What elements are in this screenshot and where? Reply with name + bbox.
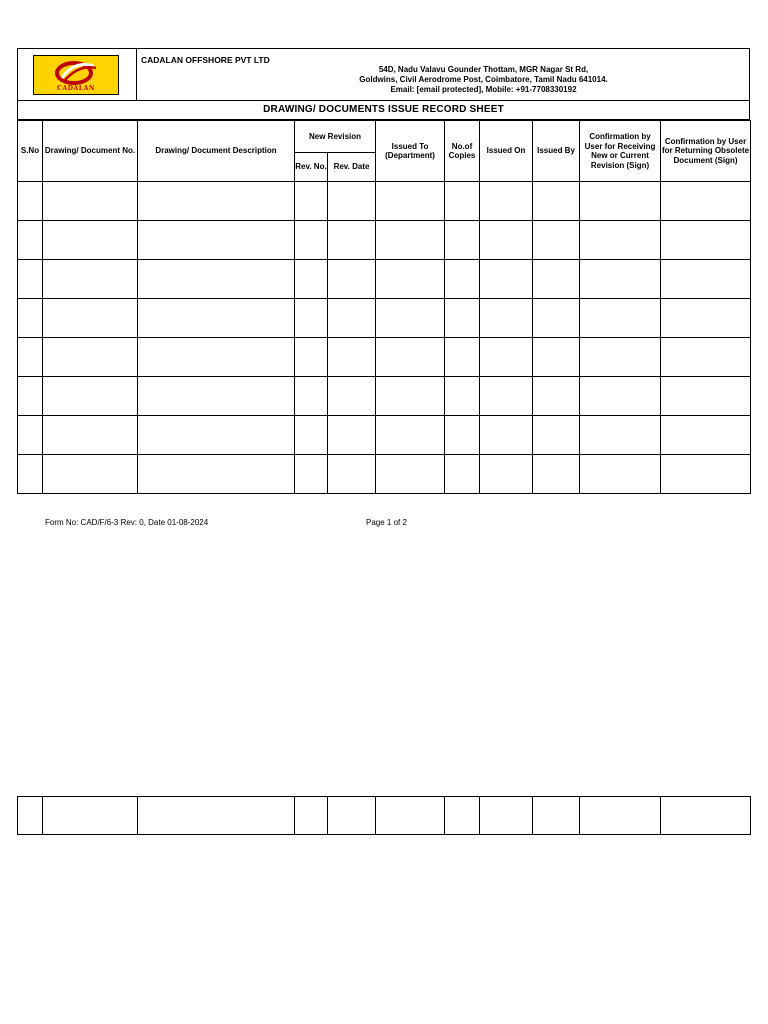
cell-description[interactable] <box>138 221 295 260</box>
page-number: Page 1 of 2 <box>366 518 407 527</box>
company-address <box>218 65 749 95</box>
cell-document-no[interactable] <box>43 416 138 455</box>
header-document-no: Drawing/ Document No. <box>43 121 138 182</box>
cell-description[interactable] <box>138 299 295 338</box>
company-name: CADALAN OFFSHORE PVT LTD <box>141 55 270 65</box>
cell-copies[interactable] <box>445 299 480 338</box>
cell-document-no[interactable] <box>43 338 138 377</box>
table-row <box>18 797 751 835</box>
cell-description[interactable] <box>138 182 295 221</box>
cell-copies[interactable] <box>445 455 480 494</box>
cell-issued-by[interactable] <box>533 260 580 299</box>
cell-description[interactable] <box>138 338 295 377</box>
cell-copies[interactable] <box>445 260 480 299</box>
company-logo <box>33 55 119 95</box>
header-description: Drawing/ Document Description <box>138 121 295 182</box>
cell-issued-on[interactable] <box>480 221 533 260</box>
table-row <box>18 182 751 221</box>
cell-issued-on[interactable] <box>480 260 533 299</box>
cell-rev-date[interactable] <box>328 338 376 377</box>
cell-confirm-receiving[interactable] <box>580 221 661 260</box>
cell-sno[interactable] <box>18 377 43 416</box>
cell-rev-no[interactable] <box>295 221 328 260</box>
cell-description[interactable] <box>138 455 295 494</box>
table-row <box>18 338 751 377</box>
record-rows <box>18 182 751 494</box>
cell-issued-on[interactable] <box>480 377 533 416</box>
cell-confirm-returning[interactable] <box>661 260 751 299</box>
cell-rev-no[interactable] <box>295 416 328 455</box>
cell-confirm-receiving[interactable] <box>580 455 661 494</box>
cell-copies[interactable] <box>445 377 480 416</box>
cell-rev-date[interactable] <box>328 416 376 455</box>
cell-document-no[interactable] <box>43 221 138 260</box>
cell-issued-on[interactable] <box>480 299 533 338</box>
cell-document-no[interactable] <box>43 377 138 416</box>
cell-rev-no[interactable] <box>295 260 328 299</box>
header-copies: No.of Copies <box>445 121 480 182</box>
cell-issued-to[interactable] <box>376 338 445 377</box>
cell-document-no[interactable] <box>43 299 138 338</box>
cell-rev-date[interactable] <box>328 299 376 338</box>
cell-issued-to[interactable] <box>376 416 445 455</box>
cell-issued-on[interactable] <box>480 416 533 455</box>
cell-copies[interactable] <box>445 221 480 260</box>
table-row <box>18 260 751 299</box>
cell-rev-no[interactable] <box>295 338 328 377</box>
cell-rev-no[interactable] <box>295 299 328 338</box>
cell-rev-date[interactable] <box>328 260 376 299</box>
cell-issued-to[interactable] <box>376 182 445 221</box>
next-page-table <box>17 796 750 835</box>
cell-rev-no[interactable] <box>295 182 328 221</box>
cell-sno[interactable] <box>18 221 43 260</box>
logo-cell <box>18 49 137 100</box>
sheet-title: DRAWING/ DOCUMENTS ISSUE RECORD SHEET <box>17 100 750 120</box>
header-issued-by: Issued By <box>533 121 580 182</box>
cell-issued-by[interactable] <box>533 416 580 455</box>
cell-issued-to[interactable] <box>376 299 445 338</box>
cell-issued-on[interactable] <box>480 797 533 835</box>
cell-confirm-returning[interactable] <box>661 455 751 494</box>
address-line-1: 54D, Nadu Valavu Gounder Thottam, MGR Nagar St Rd, <box>378 65 589 74</box>
cell-confirm-returning[interactable] <box>661 338 751 377</box>
logo-text: CADALAN <box>57 85 95 92</box>
cell-rev-no[interactable] <box>295 377 328 416</box>
cell-rev-date[interactable] <box>328 221 376 260</box>
header-rev-no: Rev. No. <box>295 153 328 182</box>
cell-issued-by[interactable] <box>533 377 580 416</box>
cell-rev-date[interactable] <box>328 455 376 494</box>
cell-confirm-returning[interactable] <box>661 416 751 455</box>
cell-rev-no[interactable] <box>295 455 328 494</box>
cell-issued-by[interactable] <box>533 797 580 835</box>
table-row <box>18 455 751 494</box>
cell-issued-to[interactable] <box>376 455 445 494</box>
cell-issued-on[interactable] <box>480 338 533 377</box>
cell-issued-to[interactable] <box>376 221 445 260</box>
cell-document-no[interactable] <box>43 455 138 494</box>
cell-description[interactable] <box>138 416 295 455</box>
header-confirm-returning: Confirmation by User for Returning Obsolete Document (Sign) <box>661 121 751 182</box>
cell-rev-no[interactable] <box>295 797 328 835</box>
cell-issued-by[interactable] <box>533 182 580 221</box>
cell-confirm-receiving[interactable] <box>580 377 661 416</box>
cell-rev-date[interactable] <box>328 377 376 416</box>
cell-copies[interactable] <box>445 338 480 377</box>
cell-rev-date[interactable] <box>328 182 376 221</box>
table-row <box>18 377 751 416</box>
cell-copies[interactable] <box>445 797 480 835</box>
header-sno: S.No <box>18 121 43 182</box>
cell-confirm-returning[interactable] <box>661 797 751 835</box>
table-row <box>18 299 751 338</box>
cell-sno[interactable] <box>18 797 43 835</box>
header-issued-to: Issued To (Department) <box>376 121 445 182</box>
header-confirm-receiving: Confirmation by User for Receiving New or Current Revision (Sign) <box>580 121 661 182</box>
issue-record-table <box>17 120 751 494</box>
form-number: Form No: CAD/F/6-3 Rev: 0, Date 01-08-2024 <box>45 518 209 527</box>
record-sheet <box>17 48 750 494</box>
cell-description[interactable] <box>138 377 295 416</box>
cell-issued-to[interactable] <box>376 260 445 299</box>
cell-rev-date[interactable] <box>328 797 376 835</box>
cell-confirm-returning[interactable] <box>661 182 751 221</box>
cell-issued-to[interactable] <box>376 797 445 835</box>
cell-confirm-receiving[interactable] <box>580 260 661 299</box>
cell-confirm-returning[interactable] <box>661 299 751 338</box>
cell-confirm-receiving[interactable] <box>580 182 661 221</box>
cell-sno[interactable] <box>18 182 43 221</box>
cell-confirm-receiving[interactable] <box>580 299 661 338</box>
cell-issued-on[interactable] <box>480 182 533 221</box>
header-rev-date: Rev. Date <box>328 153 376 182</box>
contact-line: Email: [email protected], Mobile: +91-7708330192 <box>390 85 577 94</box>
cell-confirm-receiving[interactable] <box>580 338 661 377</box>
cell-document-no[interactable] <box>43 182 138 221</box>
cell-issued-by[interactable] <box>533 299 580 338</box>
continued-record-table <box>17 796 751 835</box>
cell-document-no[interactable] <box>43 797 138 835</box>
cell-copies[interactable] <box>445 182 480 221</box>
cell-issued-by[interactable] <box>533 338 580 377</box>
cell-copies[interactable] <box>445 416 480 455</box>
header-issued-on: Issued On <box>480 121 533 182</box>
cell-sno[interactable] <box>18 338 43 377</box>
cell-sno[interactable] <box>18 299 43 338</box>
cell-issued-by[interactable] <box>533 455 580 494</box>
address-line-2: Goldwins, Civil Aerodrome Post, Coimbatore, Tamil Nadu 641014. <box>359 75 608 84</box>
table-row <box>18 416 751 455</box>
cell-sno[interactable] <box>18 260 43 299</box>
cell-confirm-receiving[interactable] <box>580 416 661 455</box>
cell-issued-on[interactable] <box>480 455 533 494</box>
sheet-header <box>17 48 750 100</box>
table-row <box>18 221 751 260</box>
cell-issued-to[interactable] <box>376 377 445 416</box>
cell-document-no[interactable] <box>43 260 138 299</box>
cell-sno[interactable] <box>18 455 43 494</box>
cell-sno[interactable] <box>18 416 43 455</box>
header-new-revision: New Revision <box>295 121 376 153</box>
cell-description[interactable] <box>138 797 295 835</box>
cell-confirm-returning[interactable] <box>661 377 751 416</box>
cell-confirm-returning[interactable] <box>661 221 751 260</box>
cell-confirm-receiving[interactable] <box>580 797 661 835</box>
cell-description[interactable] <box>138 260 295 299</box>
cell-issued-by[interactable] <box>533 221 580 260</box>
